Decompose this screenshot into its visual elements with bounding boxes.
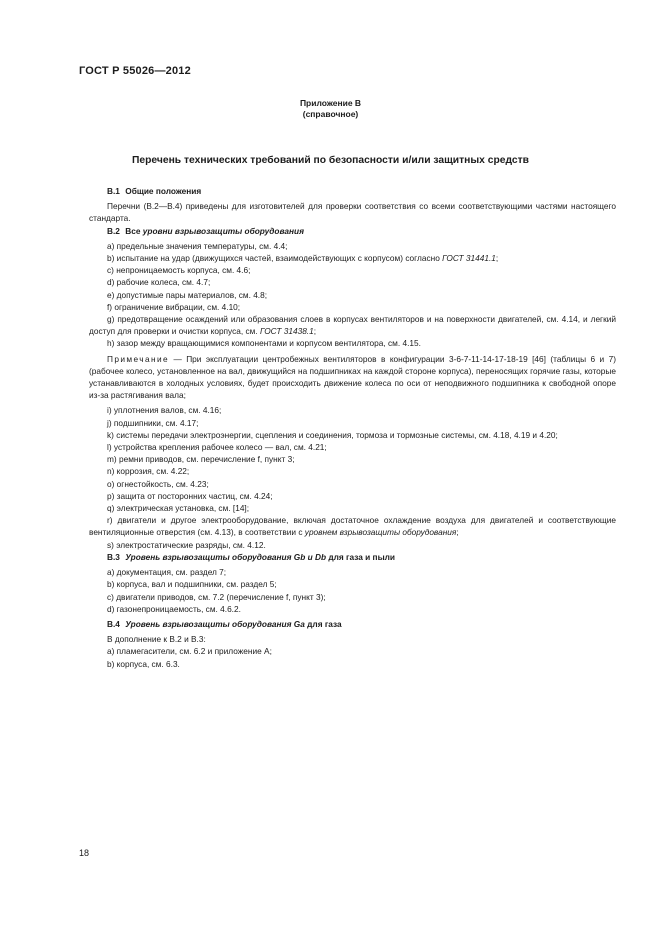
section-heading-text: для газа и пыли	[328, 551, 396, 562]
list-item-q: q) электрическая установка, см. [14];	[107, 503, 250, 514]
document-body	[89, 185, 616, 670]
list-item-h: h) зазор между вращающимися компонентами и корпусом вентилятора, см. 4.15.	[107, 338, 421, 349]
note-text: — При эксплуатации центробежных вентиляторов в конфигурации 3-6-7-11-14-17-18-19 [46] (таблицы 6 и 7) (рабочее колесо, установленное на вал, движущийся на подшипниках на каждой стороне корпуса), переносящих горячие газы, которые устанавливаются в холодных условиях, будет происходить движение колеса по оси от неподвижного подшипника к свободной опоре из-за растягивания вала;	[89, 353, 616, 401]
section-heading-b2	[89, 225, 616, 237]
list-item-j: j) подшипники, см. 4.17;	[107, 417, 199, 428]
document-title: Перечень технических требований по безопасности и/или защитных средств	[132, 155, 529, 166]
list-item-a: а) предельные значения температуры, см. 4.4;	[107, 240, 288, 251]
standard-reference: ГОСТ 31441.1	[442, 253, 496, 264]
punctuation: ;	[313, 326, 317, 337]
italic-reference: уровнем взрывозащиты оборудования	[304, 527, 457, 538]
section-heading-b1	[89, 185, 616, 197]
list-item-b	[89, 252, 616, 264]
list-item-i: i) уплотнения валов, см. 4.16;	[107, 405, 222, 416]
list-item-s: s) электростатические разряды, см. 4.12.	[107, 539, 266, 550]
list-item-d: d) газонепроницаемость, см. 4.6.2.	[107, 603, 241, 614]
list-item-k: k) системы передачи электроэнергии, сцепления и соединения, тормоза и тормозные системы, см. 4.18, 4.19 и 4.20;	[107, 429, 558, 440]
list-item-l: l) устройства крепления рабочее колесо — вал, см. 4.21;	[107, 442, 327, 453]
list-item-m: m) ремни приводов, см. перечисление f, пункт 3;	[107, 454, 295, 465]
section-heading-italic: Уровень взрывозащиты оборудования Ga	[125, 618, 305, 629]
list-item-f: f) ограничение вибрации, см. 4.10;	[107, 301, 241, 312]
list-item-o: о) огнестойкость, см. 4.23;	[107, 478, 209, 489]
standard-reference: ГОСТ 31438.1	[259, 326, 314, 337]
list-item-r	[89, 514, 616, 538]
document-code: ГОСТ Р 55026—2012	[79, 65, 191, 77]
section-heading-text: Общие положения	[125, 186, 202, 196]
annex-type: (справочное)	[302, 109, 359, 119]
section-number: В.4	[107, 618, 120, 629]
punctuation: ;	[495, 253, 499, 264]
section-heading-text: Все	[125, 225, 141, 236]
list-item-b: b) корпуса, см. 6.3.	[107, 658, 180, 669]
list-item-text: g) предотвращение осаждений или образования слоев в корпусах вентиляторов и на поверхности двигателей, см. 4.14, и легкий доступ для проверки и очистки корпуса, см.	[89, 314, 616, 337]
list-item-e: е) допустимые пары материалов, см. 4.8;	[107, 289, 268, 300]
list-item-a: а) пламегасители, см. 6.2 и приложение А;	[107, 646, 272, 657]
annex-title: Приложение В	[299, 98, 362, 108]
list-item-c: с) двигатели приводов, см. 7.2 (перечисление f, пункт 3);	[107, 591, 326, 602]
section-heading-italic: уровни взрывозащиты оборудования	[142, 225, 304, 236]
note-label: Примечание	[107, 353, 170, 364]
paragraph-b1: Перечни (В.2—В.4) приведены для изготовителей для проверки соответствия со всеми соответствующими частями настоящего стандарта.	[89, 201, 616, 224]
list-item-d: d) рабочие колеса, см. 4.7;	[107, 277, 211, 288]
section-heading-b3	[89, 551, 616, 563]
list-item-b: b) корпуса, вал и подшипники, см. раздел 5;	[107, 579, 277, 590]
section-number: В.3	[107, 551, 120, 562]
list-item-n: n) коррозия, см. 4.22;	[107, 466, 190, 477]
section-heading-text: для газа	[307, 618, 342, 629]
intro-text: В дополнение к В.2 и В.3:	[107, 634, 206, 645]
section-heading-italic: Уровень взрывозащиты оборудования Gb и Db	[125, 551, 327, 562]
note	[89, 353, 616, 402]
list-item-g	[89, 313, 616, 337]
section-number: В.1	[107, 186, 120, 196]
page-number: 18	[79, 848, 90, 858]
list-item-text: r) двигатели и другое электрооборудование, включая достаточное охлаждение воздуха для двигателей и соответствующие вентиляционные отверстия (см. 4.13), в соответствии с	[89, 515, 616, 538]
list-item-c: с) непроницаемость корпуса, см. 4.6;	[107, 265, 251, 276]
section-heading-b4	[89, 618, 616, 630]
list-item-a: а) документация, см. раздел 7;	[107, 567, 227, 578]
section-number: В.2	[107, 225, 120, 236]
list-item-text: b) испытание на удар (движущихся частей, взаимодействующих с корпусом) согласно	[107, 253, 440, 264]
punctuation: ;	[456, 527, 459, 538]
list-item-p: р) защита от посторонних частиц, см. 4.24;	[107, 490, 273, 501]
